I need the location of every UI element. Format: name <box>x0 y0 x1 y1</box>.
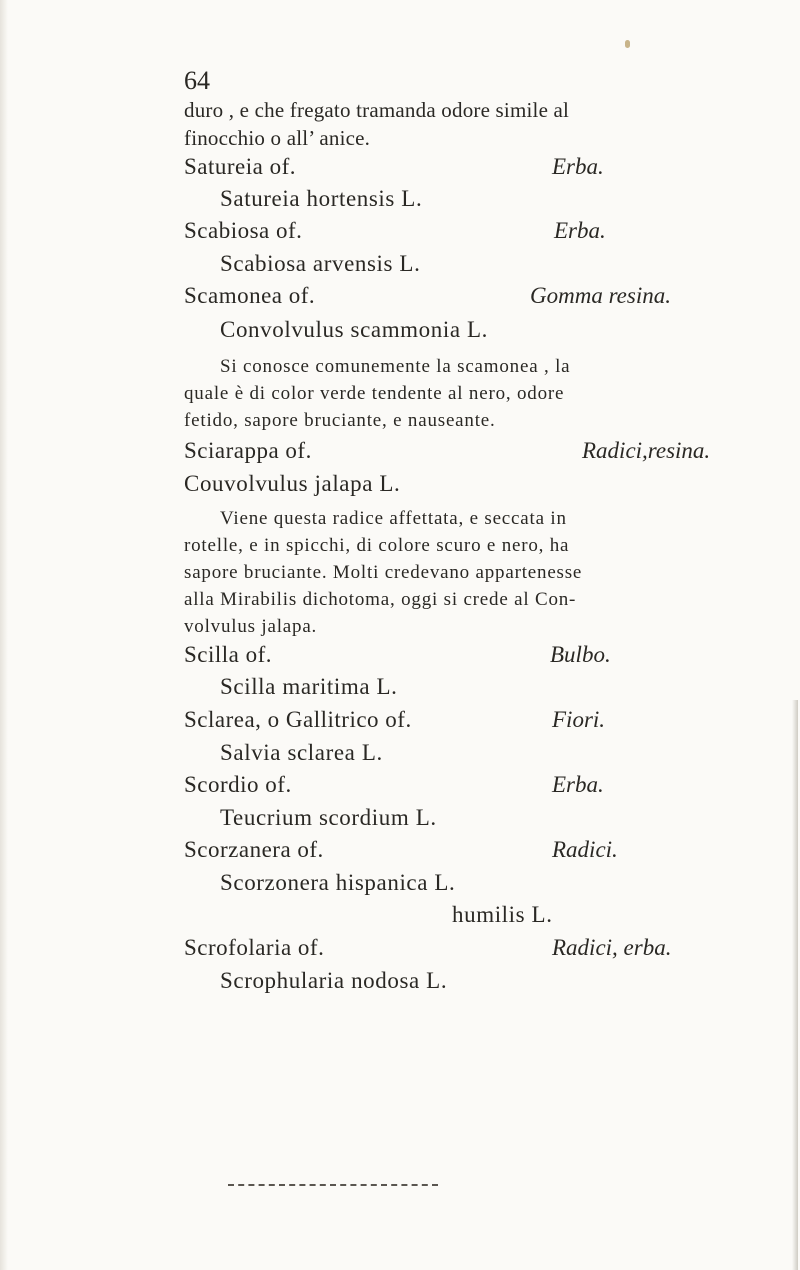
entry-name: Scorzanera of. <box>184 837 324 862</box>
note-line: quale è di color verde tendente al nero, odore <box>184 383 565 404</box>
entry-category: Fiori. <box>552 707 606 732</box>
ditto-dash <box>228 1184 438 1186</box>
latin-name: Couvolvulus jalapa L. <box>184 471 401 496</box>
note-line: rotelle, e in spicchi, di colore scuro e nero, ha <box>184 535 570 556</box>
note-line: sapore bruciante. Molti credevano appartenesse <box>184 562 583 583</box>
latin-name: Convolvulus scammonia L. <box>220 317 489 342</box>
entry-name: Scrofolaria of. <box>184 935 325 960</box>
latin-name: Satureia hortensis L. <box>220 186 423 211</box>
latin-name: Salvia sclarea L. <box>220 740 383 765</box>
page-edge-right <box>792 700 798 1270</box>
entry-name: Sclarea, o Gallitrico of. <box>184 707 412 732</box>
page-edge-left <box>0 0 8 1270</box>
page-number: 64 <box>184 66 210 95</box>
paper-speck <box>625 40 630 48</box>
note-line: fetido, sapore bruciante, e nauseante. <box>184 410 496 431</box>
entry-category: Erba. <box>552 772 604 797</box>
entry-category: Erba. <box>552 154 604 179</box>
note-line: volvulus jalapa. <box>184 616 318 637</box>
continuation-line: finocchio o all’ anice. <box>184 126 371 150</box>
entry-name: Satureia of. <box>184 154 297 179</box>
latin-name: Scabiosa arvensis L. <box>220 251 421 276</box>
latin-name: Scrophularia nodosa L. <box>220 968 448 993</box>
entry-category: Bulbo. <box>550 642 611 667</box>
continuation-line: duro , e che fregato tramanda odore simile al <box>184 98 570 122</box>
latin-name: Scilla maritima L. <box>220 674 398 699</box>
entry-category: Radici. <box>552 837 618 862</box>
latin-name: Teucrium scordium L. <box>220 805 437 830</box>
entry-name: Scamonea of. <box>184 283 316 308</box>
entry-name: Scordio of. <box>184 772 292 797</box>
entry-category: Radici,resina. <box>582 438 711 463</box>
latin-name: humilis L. <box>452 902 553 927</box>
note-line: Si conosce comunemente la scamonea , la <box>220 356 571 377</box>
entry-name: Scabiosa of. <box>184 218 303 243</box>
note-line: Viene questa radice affettata, e seccata in <box>220 508 567 529</box>
entry-name: Sciarappa of. <box>184 438 312 463</box>
entry-name: Scilla of. <box>184 642 273 667</box>
note-line: alla Mirabilis dichotoma, oggi si crede al Con- <box>184 589 577 610</box>
latin-name: Scorzonera hispanica L. <box>220 870 456 895</box>
entry-category: Erba. <box>554 218 606 243</box>
entry-category: Gomma resina. <box>530 283 671 308</box>
entry-category: Radici, erba. <box>552 935 672 960</box>
